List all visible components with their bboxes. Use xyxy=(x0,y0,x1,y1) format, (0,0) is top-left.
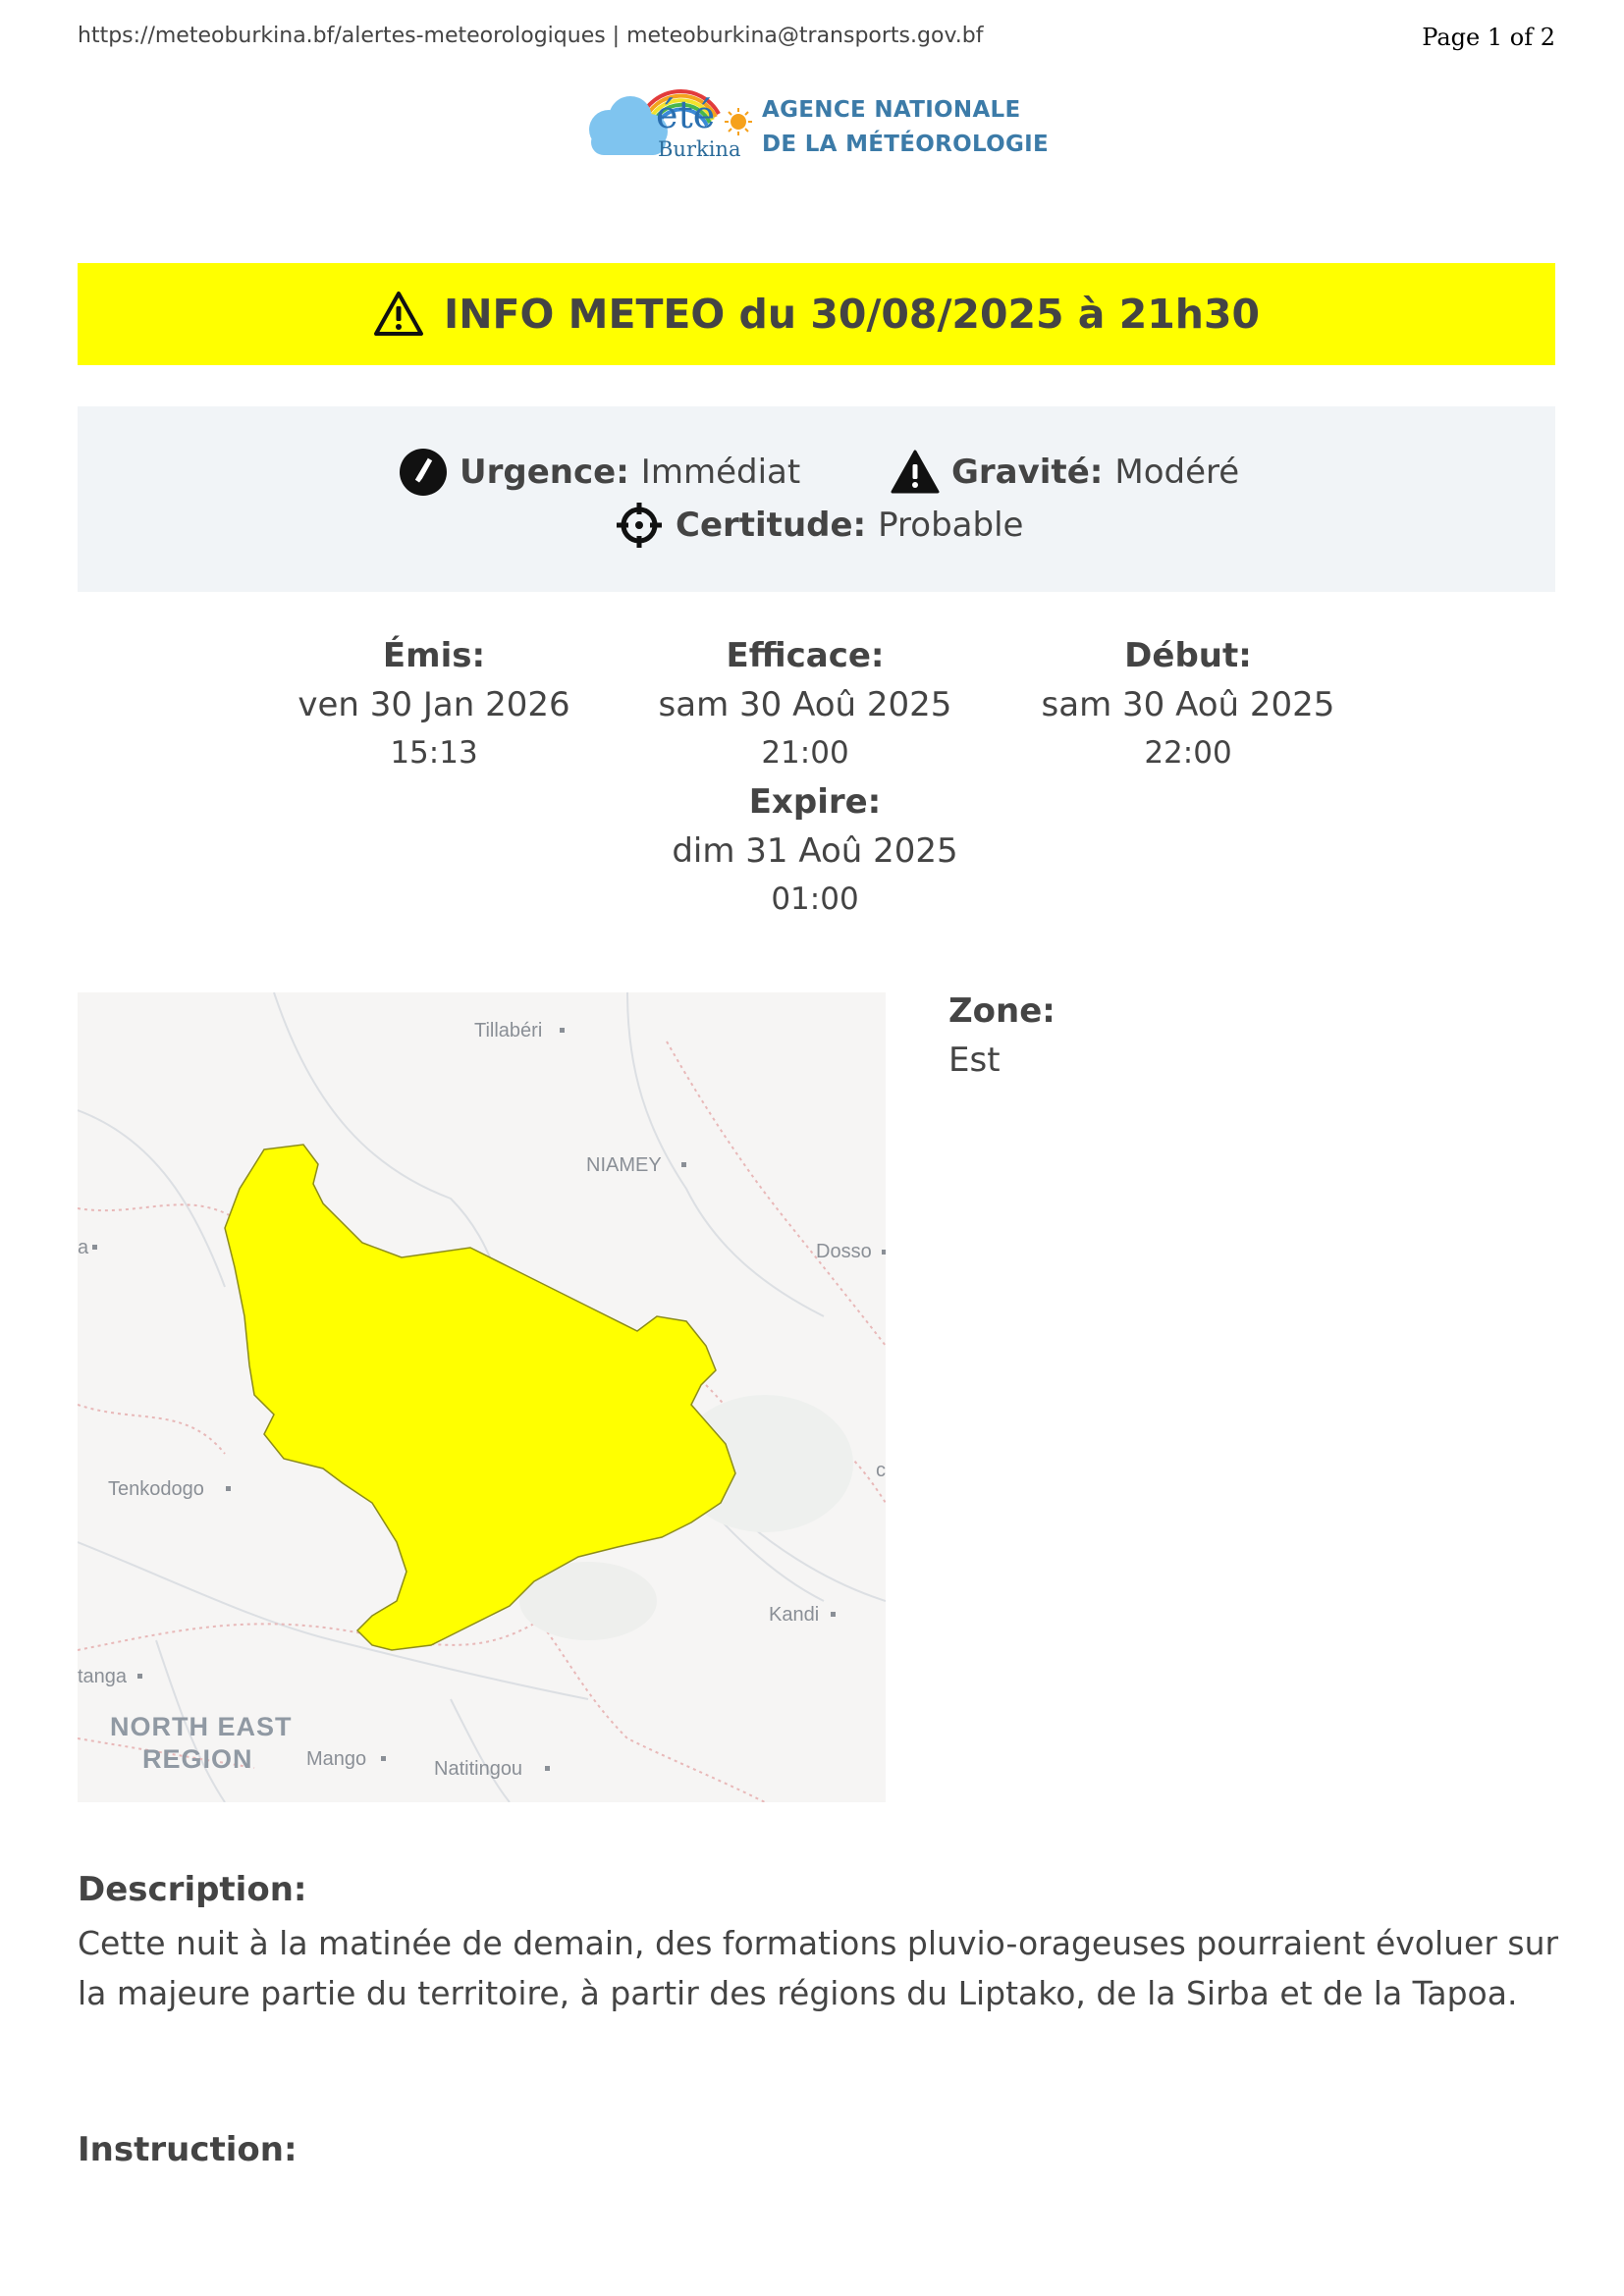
instruction-label: Instruction: xyxy=(78,2130,298,2169)
map-label-niamey: NIAMEY xyxy=(586,1154,662,1176)
svg-text:été: été xyxy=(656,93,716,136)
zone-label: Zone: xyxy=(948,991,1056,1031)
date-expire xyxy=(648,777,982,923)
warning-triangle-outline-icon xyxy=(373,291,424,338)
date-efficace xyxy=(638,631,972,776)
gravite-value: Modéré xyxy=(1114,453,1240,492)
date-expire-day: dim 31 Aoû 2025 xyxy=(672,831,958,871)
map-canvas xyxy=(78,992,886,1802)
alert-title: INFO METEO du 30/08/2025 à 21h30 xyxy=(443,291,1261,338)
map-label-tanga: tanga xyxy=(78,1666,128,1687)
date-debut-label: Début: xyxy=(1124,636,1252,675)
header-url-line: https://meteoburkina.bf/alertes-meteorologiques | meteoburkina@transports.gov.bf xyxy=(78,24,984,48)
zone-value: Est xyxy=(948,1041,1001,1080)
alert-meta-box xyxy=(78,406,1555,592)
map-label-dosso: Dosso xyxy=(816,1241,872,1262)
date-efficace-label: Efficace: xyxy=(726,636,885,675)
page-indicator: Page 1 of 2 xyxy=(1422,24,1555,51)
map-label-kandi: Kandi xyxy=(769,1604,820,1626)
agency-name-line2: DE LA MÉTÉOROLOGIE xyxy=(762,132,1050,157)
map-label-tenkodogo: Tenkodogo xyxy=(108,1478,204,1500)
description-text: Cette nuit à la matinée de demain, des formations pluvio-orageuses pourraient évoluer sur la majeure partie du territoire, à partir des régions du Liptako, de la Sirba et de la Tapoa. xyxy=(78,1924,1559,2012)
agency-logo xyxy=(579,80,1050,171)
description-label: Description: xyxy=(78,1870,307,1909)
zone-section xyxy=(948,987,1056,1085)
gravite-label: Gravité: xyxy=(951,453,1104,492)
logo-subtext: Burkina xyxy=(658,137,741,161)
alert-zone-map xyxy=(78,992,886,1802)
date-debut-day: sam 30 Aoû 2025 xyxy=(1041,685,1335,724)
date-emis-label: Émis: xyxy=(382,636,486,675)
map-label-natitingou: Natitingou xyxy=(434,1758,523,1780)
date-expire-label: Expire: xyxy=(748,782,882,822)
alert-banner xyxy=(78,263,1555,365)
date-emis-time: 15:13 xyxy=(390,735,478,771)
date-efficace-time: 21:00 xyxy=(761,735,849,771)
urgence-label: Urgence: xyxy=(460,453,629,492)
map-label-region-line2: REGION xyxy=(142,1744,253,1774)
map-label-tillaberi: Tillabéri xyxy=(474,1020,543,1041)
date-debut xyxy=(1021,631,1355,776)
date-efficace-day: sam 30 Aoû 2025 xyxy=(658,685,952,724)
date-expire-time: 01:00 xyxy=(771,881,859,917)
crosshair-icon xyxy=(615,501,664,550)
warning-triangle-icon xyxy=(891,448,940,497)
urgence-value: Immédiat xyxy=(640,453,801,492)
date-debut-time: 22:00 xyxy=(1144,735,1232,771)
agency-name-line1: AGENCE NATIONALE xyxy=(762,97,1021,123)
map-label-edge-a: a xyxy=(78,1237,89,1258)
certitude-field xyxy=(615,501,1023,550)
gauge-icon xyxy=(399,448,448,497)
map-label-mango: Mango xyxy=(306,1748,367,1770)
gravite-field xyxy=(891,448,1239,497)
date-emis-day: ven 30 Jan 2026 xyxy=(298,685,570,724)
urgence-field xyxy=(399,448,800,497)
map-label-region-line1: NORTH EAST xyxy=(110,1712,293,1741)
certitude-label: Certitude: xyxy=(676,506,867,545)
certitude-value: Probable xyxy=(878,506,1024,545)
date-emis xyxy=(267,631,601,776)
map-label-edge-c: c xyxy=(876,1460,886,1481)
